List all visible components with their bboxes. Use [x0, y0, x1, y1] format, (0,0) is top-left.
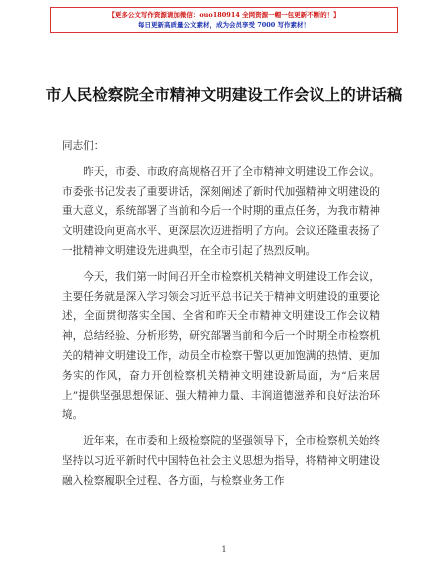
paragraph-3: 近年来，在市委和上级检察院的坚强领导下，全市检察机关始终坚持以习近平新时代中国特色社会主义思想为指导，将精神文明建设融入检察履职全过程、各方面，与检察业务工作 [62, 435, 380, 487]
promo-banner-line-1: 【更多公文写作资源请加微信：ouo180914 全网资源一帽一包更新不断的！】 [108, 11, 340, 19]
promo-banner-line-2: 每日更新高质量公文素材，成为会员享受 7000 写作素材！ [137, 21, 311, 29]
paragraph-1: 昨天，市委、市政府高规格召开了全市精神文明建设工作会议。市委张书记发表了重要讲话，深刻阐述了新时代加强精神文明建设的重大意义，系统部署了当前和今后一个时期的重点任务，为我市精神文明建设向更高水平、更深层次迈进指明了方向。会议还隆重表扬了一批精神文明建设先进典型，在全市引起了热烈反响。 [62, 165, 380, 257]
paragraph-2: 今天，我们第一时间召开全市检察机关精神文明建设工作会议，主要任务就是深入学习领会习近平总书记关于精神文明建设的重要论述，全面贯彻落实全国、全省和昨天全市精神文明建设工作会议精神，总结经验、分析形势，研究部署当前和今后一个时期全市检察机关的精神文明建设工作，动员全市检察干警以更加饱满的热情、更加务实的作风，奋力开创检察机关精神文明建设新局面，为“后来居上”提供坚强思想保证、强大精神力量、丰润道德滋养和良好法治环境。 [62, 270, 380, 422]
salutation: 同志们： [62, 140, 105, 152]
document-title: 市人民检察院全市精神文明建设工作会议上的讲话稿 [45, 86, 403, 104]
promo-banner [50, 7, 398, 33]
document-body [62, 137, 380, 498]
page-number: 1 [221, 545, 227, 554]
